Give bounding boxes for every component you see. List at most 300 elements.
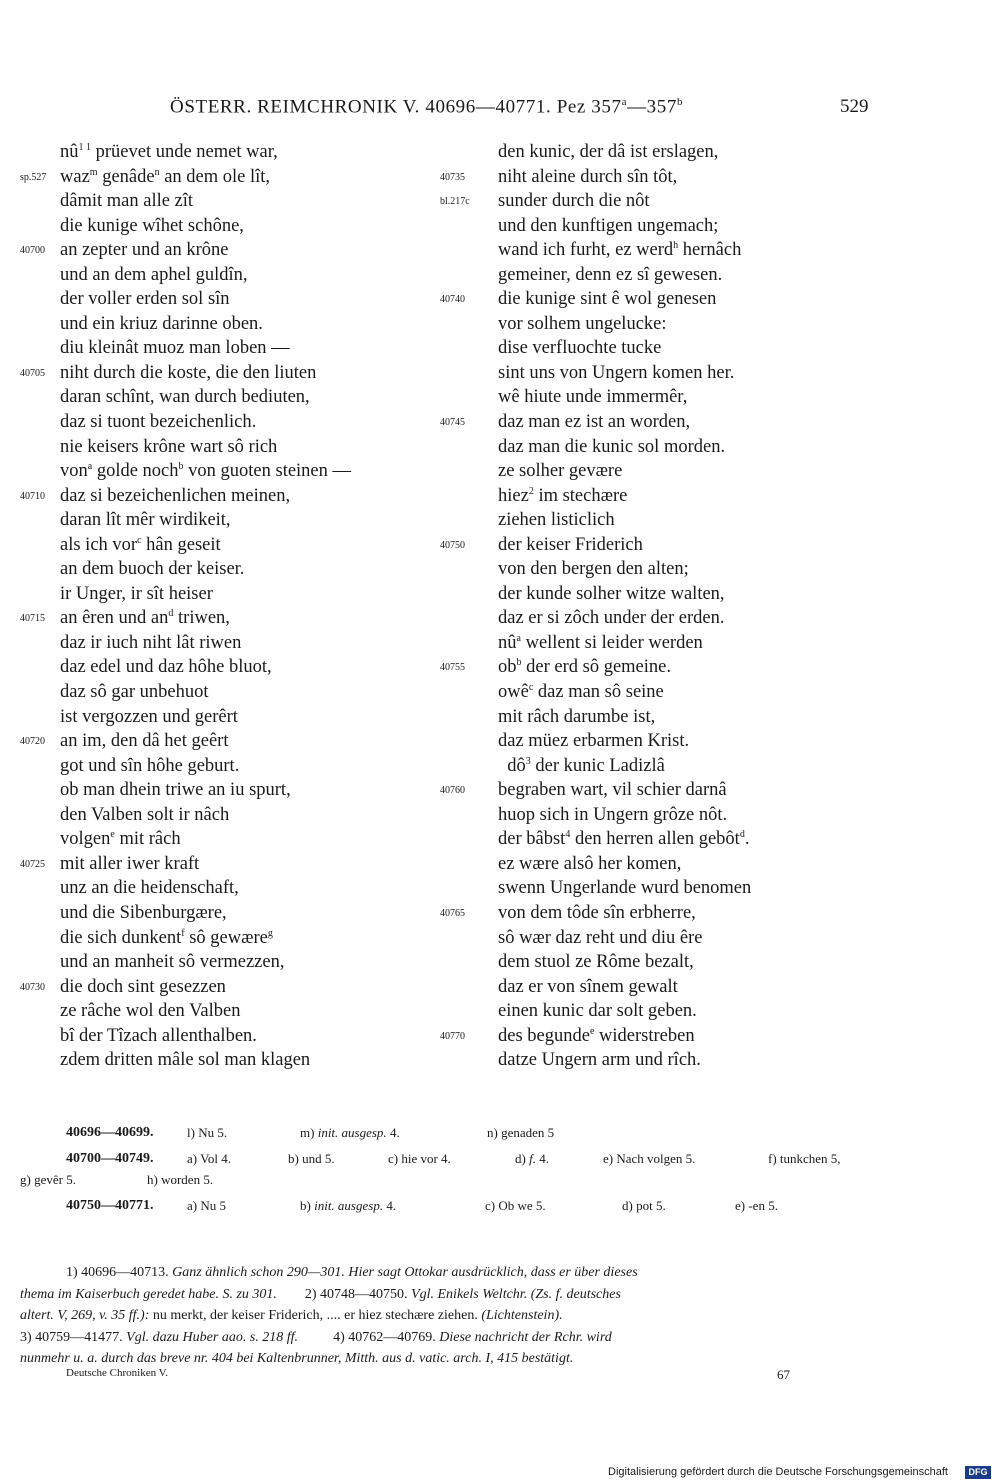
footnote-ref: 1) 40696—40713.: [66, 1265, 173, 1280]
verse-line: [20, 606, 440, 631]
variant-marker: 1 1: [78, 142, 91, 153]
verse-segment: unz an die heidenschaft,: [60, 878, 239, 899]
verse-line: [20, 287, 440, 312]
variant-range: 40700—40749.: [66, 1151, 154, 1166]
verse-segment: die doch sint gesezzen: [60, 976, 226, 997]
verse-text: [60, 852, 199, 877]
verse-text: [498, 410, 690, 435]
line-number: 40765: [440, 907, 465, 919]
verse-text: [60, 336, 290, 361]
variant-marker: c: [137, 534, 142, 546]
verse-text: [498, 803, 727, 828]
verse-text: [498, 287, 716, 312]
verse-line: [440, 754, 860, 779]
verse-segment: der keiser Friderich: [498, 534, 643, 555]
verse-text: [498, 729, 689, 754]
footnote-text: Vgl. Enikels Weltchr. (Zs. f. deutsches: [411, 1286, 621, 1302]
verse-segment: nû: [60, 142, 79, 162]
verse-line: [20, 926, 440, 951]
variant-label: b): [300, 1198, 315, 1213]
variant-italic: f.: [529, 1151, 536, 1166]
verse-text: [60, 705, 238, 730]
verse-segment: mit aller iwer kraft: [60, 853, 200, 874]
verse-line: [440, 582, 860, 607]
verse-segment: im stechære: [533, 485, 628, 506]
verse-line: [20, 214, 440, 239]
line-number: 40735: [440, 171, 465, 183]
verse-segment: daz sô gar unbehuot: [60, 682, 209, 703]
line-number: 40720: [20, 736, 45, 748]
line-number: 40700: [20, 245, 45, 257]
verse-segment: gemeiner, denn ez sî gewesen.: [498, 264, 723, 285]
variant-marker: d: [168, 608, 174, 620]
verse-line: [20, 1024, 440, 1049]
variant-witness: 4.: [386, 1125, 400, 1140]
footnote-text: (Lichtenstein).: [481, 1308, 563, 1323]
verse-text: [498, 484, 627, 509]
verse-segment: wê hiute unde immermêr,: [498, 387, 688, 408]
verse-text: [60, 680, 208, 705]
verse-text: [60, 287, 230, 312]
line-number: bl.217c: [440, 196, 470, 208]
verse-text: [498, 631, 703, 656]
verse-segment: ist vergozzen und gerêrt: [60, 706, 238, 727]
verse-text: [60, 729, 229, 754]
verse-segment: niht durch die koste, die den liuten: [60, 362, 317, 383]
verse-text: [60, 876, 239, 901]
variant-item: g) gevêr 5.: [20, 1172, 76, 1187]
verse-text: [60, 484, 290, 509]
verse-text: [498, 778, 727, 803]
verse-text: [60, 827, 181, 852]
verse-segment: bî der Tîzach allenthalben.: [60, 1025, 257, 1046]
verse-line: [440, 827, 860, 852]
variant-marker: a: [516, 632, 521, 644]
verse-text: [60, 803, 229, 828]
verse-line: [440, 361, 860, 386]
digitization-credit: Digitalisierung gefördert durch die Deutsche Forschungsgemeinschaft: [608, 1466, 948, 1478]
running-title: [170, 96, 683, 118]
verse-segment: und den kunftigen ungemach;: [498, 215, 719, 236]
verse-segment: der bâbst: [498, 829, 566, 850]
footnote-text: Diese nachricht der Rchr. wird: [439, 1329, 612, 1345]
line-number: 40760: [440, 785, 465, 797]
verse-segment: sint uns von Ungern komen her.: [498, 362, 735, 383]
verse-text: [498, 238, 741, 263]
footnote-ref: 4) 40762—40769.: [298, 1329, 440, 1345]
verse-text: [60, 606, 230, 631]
verse-segment: daz müez erbarmen Krist.: [498, 731, 690, 752]
verse-column-left: [20, 140, 440, 1073]
variant-row-3: [66, 1197, 154, 1214]
verse-text: [60, 435, 277, 460]
variant-range: 40696—40699.: [66, 1125, 154, 1140]
variant-marker: f: [181, 927, 185, 939]
page-number: 529: [840, 96, 869, 117]
verse-segment: huop sich in Ungern grôze nôt.: [498, 804, 728, 825]
verse-text: [498, 950, 694, 975]
variant-marker: g: [267, 927, 273, 939]
footnote-line: [20, 1262, 880, 1284]
variant-marker: a: [87, 461, 93, 473]
verse-segment: daran schînt, wan durch bediuten,: [60, 387, 310, 408]
verse-line: [20, 705, 440, 730]
footnote-ref: 2) 40748—40750.: [276, 1286, 412, 1302]
verse-line: [440, 287, 860, 312]
verse-line: [20, 336, 440, 361]
verse-segment: daran lît mêr wirdikeit,: [60, 510, 231, 531]
variant-marker: m: [89, 166, 98, 178]
verse-segment: niht aleine durch sîn tôt,: [498, 166, 678, 187]
verse-text: [60, 238, 228, 263]
verse-text: [498, 827, 749, 852]
verse-line: [440, 508, 860, 533]
verse-line: [440, 852, 860, 877]
sheet-number: 67: [777, 1367, 790, 1382]
signature-mark: Deutsche Chroniken V.: [66, 1367, 168, 1379]
verse-line: [20, 778, 440, 803]
pez-reference-range: —357: [627, 96, 677, 118]
line-number: 40725: [20, 858, 45, 870]
verse-segment: got und sîn hôhe geburt.: [60, 755, 240, 776]
verse-line: [440, 165, 860, 190]
verse-text: [498, 1048, 701, 1073]
verse-text: [498, 459, 622, 484]
verse-text: [60, 754, 239, 779]
variant-row-2: [66, 1150, 154, 1167]
variant-item: f) tunkchen 5,: [768, 1151, 841, 1166]
verse-segment: sunder durch die nôt: [498, 191, 650, 212]
verse-segment: den kunic, der dâ ist erslagen,: [498, 142, 719, 162]
verse-segment: dâmit man alle zît: [60, 191, 194, 212]
line-number: 40730: [20, 981, 45, 993]
verse-line: [440, 705, 860, 730]
verse-line: [440, 778, 860, 803]
verse-text: [498, 852, 681, 877]
verse-segment: und an dem aphel guldîn,: [60, 264, 248, 285]
verse-segment: mit râch: [114, 829, 181, 850]
pez-reference-sup-a: a: [621, 96, 628, 108]
verse-text: [498, 361, 734, 386]
verse-line: [440, 729, 860, 754]
verse-line: [440, 312, 860, 337]
verse-text: [60, 385, 310, 410]
verse-line: [440, 680, 860, 705]
verse-text: [60, 655, 272, 680]
variant-italic: init. ausgesp.: [314, 1198, 384, 1213]
footnote-text: thema im Kaiserbuch geredet habe. S. zu 301.: [20, 1286, 277, 1302]
verse-text: [498, 263, 722, 288]
verse-segment: vor solhem ungelucke:: [498, 313, 667, 334]
dfg-logo-icon: DFG: [965, 1466, 991, 1479]
variant-marker: b: [516, 657, 522, 669]
verse-text: [498, 680, 664, 705]
verse-segment: und die Sibenburgære,: [60, 902, 227, 923]
verse-segment: als ich vor: [60, 534, 138, 555]
line-number: 40715: [20, 613, 45, 625]
verse-segment: den herren allen gebôt: [570, 829, 740, 850]
verse-segment: an im, den dâ het geêrt: [60, 731, 229, 752]
verse-line: [440, 803, 860, 828]
verse-line: [20, 975, 440, 1000]
verse-segment: daz er si zôch under der erden.: [498, 608, 725, 629]
verse-text: [60, 950, 284, 975]
verse-segment: der kunde solher witze walten,: [498, 583, 725, 604]
verse-line: [440, 140, 860, 165]
verse-line: [440, 950, 860, 975]
verse-segment: widerstreben: [594, 1025, 695, 1046]
verse-text: [498, 533, 643, 558]
verse-line: [20, 582, 440, 607]
verse-segment: von den bergen den alten;: [498, 559, 689, 580]
variant-item: c) Ob we 5.: [485, 1198, 546, 1213]
running-head: [0, 96, 1000, 122]
verse-text: [498, 312, 667, 337]
line-number: 40770: [440, 1030, 465, 1042]
verse-segment: swenn Ungerlande wurd benomen: [498, 878, 752, 899]
verse-line: [20, 312, 440, 337]
verse-text: [60, 582, 213, 607]
verse-segment: die kunige wîhet schône,: [60, 215, 244, 236]
variant-range: 40750—40771.: [66, 1198, 154, 1213]
verse-segment: und ein kriuz darinne oben.: [60, 313, 263, 334]
verse-segment: triwen,: [173, 608, 230, 629]
variant-item: d) pot 5.: [622, 1198, 666, 1213]
verse-segment: sô gewære: [184, 927, 268, 948]
verse-segment: ob man dhein triwe an iu spurt,: [60, 780, 291, 801]
verse-segment: ob: [498, 657, 517, 678]
verse-line: [20, 484, 440, 509]
variant-marker: n: [154, 166, 160, 178]
variant-item: [300, 1198, 396, 1214]
verse-line: [440, 459, 860, 484]
verse-line: [20, 803, 440, 828]
line-number: 40740: [440, 294, 465, 306]
verse-segment: daz edel und daz hôhe bluot,: [60, 657, 272, 678]
variant-label: m): [300, 1125, 318, 1140]
variant-marker: 4: [565, 829, 571, 841]
verse-text: [60, 312, 263, 337]
verse-line: [20, 901, 440, 926]
verse-line: [440, 606, 860, 631]
verse-column-right: [440, 140, 860, 1073]
verse-segment: an dem ole lît,: [159, 166, 271, 187]
verse-segment: sô wær daz reht und diu êre: [498, 927, 703, 948]
variant-item: l) Nu 5.: [187, 1125, 228, 1140]
verse-segment: ez wære alsô her komen,: [498, 853, 682, 874]
verse-segment: waz: [60, 166, 90, 187]
verse-line: [440, 901, 860, 926]
verse-text: [498, 901, 696, 926]
variant-row-1: [66, 1124, 154, 1141]
footnote-text: altert. V, 269, v. 35 ff.):: [20, 1308, 150, 1323]
verse-line: [20, 827, 440, 852]
verse-segment: der voller erden sol sîn: [60, 289, 230, 310]
footnote-ref: 3) 40759—41477.: [20, 1329, 127, 1345]
verse-segment: von: [60, 461, 88, 482]
verse-line: [440, 999, 860, 1024]
verse-text: [498, 385, 687, 410]
verse-segment: nie keisers krône wart sô rich: [60, 436, 278, 457]
verse-segment: und an manheit sô vermezzen,: [60, 952, 285, 973]
variant-item: b) und 5.: [288, 1151, 335, 1166]
verse-text: [60, 557, 244, 582]
line-number: 40750: [440, 539, 465, 551]
verse-text: [498, 165, 677, 190]
variant-marker: h: [673, 240, 679, 252]
verse-segment: die kunige sint ê wol genesen: [498, 289, 717, 310]
verse-text: [60, 459, 351, 484]
verse-segment: diu kleinât muoz man loben —: [60, 338, 290, 359]
pez-reference-sup-b: b: [676, 96, 684, 108]
verse-line: [20, 508, 440, 533]
line-number: 40755: [440, 662, 465, 674]
variant-item: e) -en 5.: [735, 1198, 778, 1213]
verse-text: [60, 263, 248, 288]
verse-line: [440, 214, 860, 239]
verse-text: [498, 876, 751, 901]
verse-line: [20, 140, 440, 165]
footnote-quote: nu merkt, der keiser Friderich, .... er hiez stechære ziehen.: [149, 1308, 482, 1323]
variant-marker: e: [110, 829, 115, 841]
line-number: sp.527: [20, 171, 47, 183]
verse-line: [440, 876, 860, 901]
verse-text: [60, 901, 227, 926]
verse-text: [60, 1024, 257, 1049]
verse-segment: hân geseit: [141, 534, 221, 555]
verse-line: [20, 435, 440, 460]
verse-text: [60, 631, 241, 656]
verse-text: [498, 999, 697, 1024]
verse-segment: an zepter und an krône: [60, 240, 229, 261]
footnote-line: [20, 1284, 880, 1306]
verse-text: [60, 189, 193, 214]
line-number: 40710: [20, 490, 45, 502]
verse-line: [20, 459, 440, 484]
verse-line: [20, 361, 440, 386]
footnote-text: Ganz ähnlich schon 290—301. Hier sagt Ottokar ausdrücklich, dass er über dieses: [172, 1265, 638, 1280]
verse-text: [60, 926, 273, 951]
verse-segment: dô: [498, 755, 526, 776]
verse-text: [498, 435, 725, 460]
verse-text: [498, 926, 702, 951]
verse-segment: daz si bezeichenlichen meinen,: [60, 485, 291, 506]
verse-line: [20, 852, 440, 877]
verse-text: [498, 189, 650, 214]
verse-line: [440, 435, 860, 460]
verse-line: [20, 557, 440, 582]
verse-line: [20, 655, 440, 680]
verse-line: [20, 533, 440, 558]
verse-line: [20, 1048, 440, 1073]
footnote-line: nunmehr u. a. durch das breve nr. 404 bei Kaltenbrunner, Mitth. aus d. vatic. arch. I, 415 bestätigt.: [20, 1351, 574, 1366]
verse-text: [60, 508, 231, 533]
verse-text: [498, 140, 718, 165]
verse-text: [60, 533, 221, 558]
verse-line: [20, 729, 440, 754]
variant-item: n) genaden 5: [487, 1125, 555, 1140]
verse-segment: von guoten steinen —: [183, 461, 352, 482]
variant-marker: 3: [525, 755, 531, 767]
verse-line: [20, 680, 440, 705]
verse-segment: die sich dunkent: [60, 927, 182, 948]
verse-text: [60, 214, 244, 239]
verse-segment: .: [744, 829, 750, 850]
verse-line: [440, 631, 860, 656]
verse-segment: volgen: [60, 829, 111, 850]
verse-line: [440, 263, 860, 288]
verse-segment: ze râche wol den Valben: [60, 1001, 241, 1022]
verse-text: [498, 214, 718, 239]
verse-text: [60, 1048, 310, 1073]
verse-segment: an dem buoch der keiser.: [60, 559, 245, 580]
verse-segment: daz er von sînem gewalt: [498, 976, 678, 997]
verse-text: [60, 999, 240, 1024]
pez-reference: Pez 357: [556, 96, 622, 118]
verse-line: [440, 238, 860, 263]
verse-segment: genâde: [97, 166, 155, 187]
verse-segment: ze solher gevære: [498, 461, 623, 482]
verse-segment: owê: [498, 682, 529, 703]
variant-item: a) Nu 5: [187, 1198, 226, 1213]
variant-witness: 4.: [383, 1198, 397, 1213]
verse-segment: den Valben solt ir nâch: [60, 804, 230, 825]
verse-text: [60, 165, 270, 190]
verse-text: [498, 655, 671, 680]
verse-segment: begraben wart, vil schier darnâ: [498, 780, 727, 801]
verse-line: [440, 1048, 860, 1073]
verse-text: [498, 975, 678, 1000]
verse-text: [498, 705, 655, 730]
verse-segment: der kunic Ladizlâ: [530, 755, 665, 776]
verse-line: [440, 655, 860, 680]
verse-line: [440, 385, 860, 410]
verse-line: [440, 410, 860, 435]
line-number: 40705: [20, 367, 45, 379]
verse-segment: von dem tôde sîn erbherre,: [498, 902, 696, 923]
verse-line: [20, 263, 440, 288]
verse-segment: daz man ez ist an worden,: [498, 412, 691, 433]
verse-line: [20, 189, 440, 214]
variant-label: d): [515, 1151, 530, 1166]
verse-segment: daz man die kunic sol morden.: [498, 436, 726, 457]
verse-line: [20, 754, 440, 779]
verse-segment: hiez: [498, 485, 529, 506]
verse-text: [498, 508, 615, 533]
footnote-line: [20, 1305, 880, 1327]
verse-segment: prüevet unde nemet war,: [91, 142, 278, 162]
verse-segment: mit râch darumbe ist,: [498, 706, 656, 727]
verse-segment: golde noch: [92, 461, 179, 482]
verse-line: [440, 189, 860, 214]
verse-line: [440, 336, 860, 361]
footnote-line: [20, 1327, 880, 1349]
verse-segment: ir Unger, ir sît heiser: [60, 583, 213, 604]
verse-segment: des begunde: [498, 1025, 590, 1046]
verse-line: [440, 484, 860, 509]
variant-marker: c: [528, 682, 534, 694]
verse-text: [498, 754, 665, 779]
verse-text: [60, 975, 226, 1000]
variant-marker: e: [589, 1025, 595, 1037]
verse-segment: daz ir iuch niht lât riwen: [60, 632, 242, 653]
variant-item: h) worden 5.: [147, 1172, 214, 1187]
verse-segment: wellent si leider werden: [520, 632, 703, 653]
running-title-text: ÖSTERR. REIMCHRONIK V. 40696—40771.: [170, 96, 552, 118]
variant-item: e) Nach volgen 5.: [603, 1151, 696, 1166]
verse-line: [20, 165, 440, 190]
variant-witness: 4.: [535, 1151, 549, 1166]
